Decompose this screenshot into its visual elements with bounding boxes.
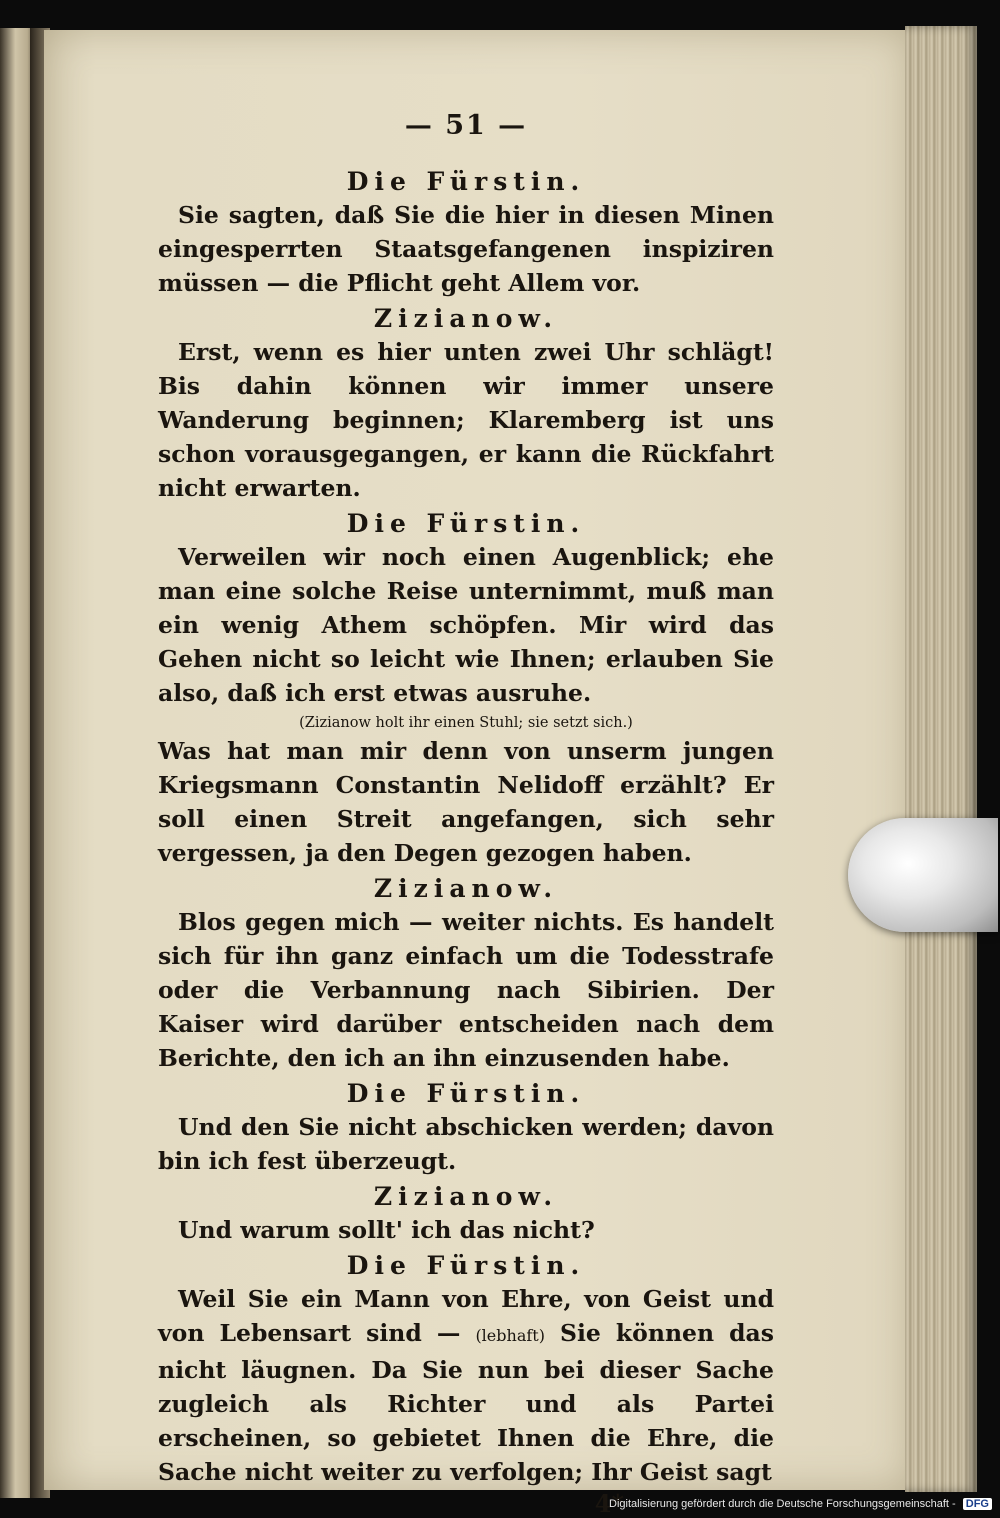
dfg-logo: DFG (963, 1498, 992, 1510)
speaker-heading: Zizianow. (373, 1182, 559, 1211)
page-edges (905, 26, 977, 1492)
page-clip (848, 818, 998, 932)
dialogue-paragraph: Was hat man mir denn von unserm jungen Kriegsmann Constantin Nelidoff erzählt? Er soll einen Streit angefangen, sich sehr vergessen, ja den Degen gezogen haben. (158, 737, 774, 867)
speaker-heading: Die Fürstin. (346, 1079, 586, 1108)
dialogue-paragraph: Und den Sie nicht abschicken werden; davon bin ich fest überzeugt. (158, 1113, 774, 1175)
page-number: — 51 — (404, 110, 528, 141)
footer-text: Digitalisierung gefördert durch die Deutsche Forschungsgemeinschaft - (609, 1498, 956, 1510)
stage-direction: (lebhaft) (475, 1326, 545, 1345)
speaker-heading: Zizianow. (373, 304, 559, 333)
speaker-heading: Die Fürstin. (346, 1251, 586, 1280)
dialogue-paragraph (158, 1282, 774, 1489)
paragraph-text: Sie können das nicht läugnen. Da Sie nun bei dieser Sache zugleich als Richter und als Partei erscheinen, so gebietet Ihnen die Ehre, die Sache nicht weiter zu verfolgen; Ihr Geist sagt (158, 1319, 775, 1486)
digitization-footer (609, 1498, 992, 1510)
dialogue-paragraph: Erst, wenn es hier unten zwei Uhr schlägt! Bis dahin können wir immer unsere Wanderung beginnen; Klaremberg ist uns schon vorausgegangen, er kann die Rückfahrt nicht erwarten. (158, 338, 774, 502)
dialogue-paragraph: Verweilen wir noch einen Augenblick; ehe man eine solche Reise unternimmt, muß man ein wenig Athem schöpfen. Mir wird das Gehen nicht so leicht wie Ihnen; erlauben Sie also, daß ich erst etwas ausruhe. (158, 543, 774, 707)
dialogue-paragraph: Sie sagten, daß Sie die hier in diesen Minen eingesperrten Staatsgefangenen inspiziren müssen — die Pflicht geht Allem vor. (158, 201, 774, 297)
dialogue-paragraph: Und warum sollt' ich das nicht? (178, 1216, 595, 1244)
speaker-heading: Die Fürstin. (346, 509, 586, 538)
left-page-edge (0, 28, 34, 1498)
page-text (158, 110, 774, 1518)
speaker-heading: Die Fürstin. (346, 167, 586, 196)
printer-signature: 4* (594, 1489, 624, 1518)
dialogue-paragraph: Blos gegen mich — weiter nichts. Es handelt sich für ihn ganz einfach um die Todesstrafe oder die Verbannung nach Sibirien. Der Kaiser wird darüber entscheiden nach dem Berichte, den ich an ihn einzusenden habe. (158, 908, 774, 1072)
stage-direction: (Zizianow holt ihr einen Stuhl; sie setzt sich.) (299, 715, 633, 731)
speaker-heading: Zizianow. (373, 874, 559, 903)
paragraph-text: Weil Sie ein Mann von Ehre, von Geist und von Lebensart sind — (158, 1285, 774, 1347)
